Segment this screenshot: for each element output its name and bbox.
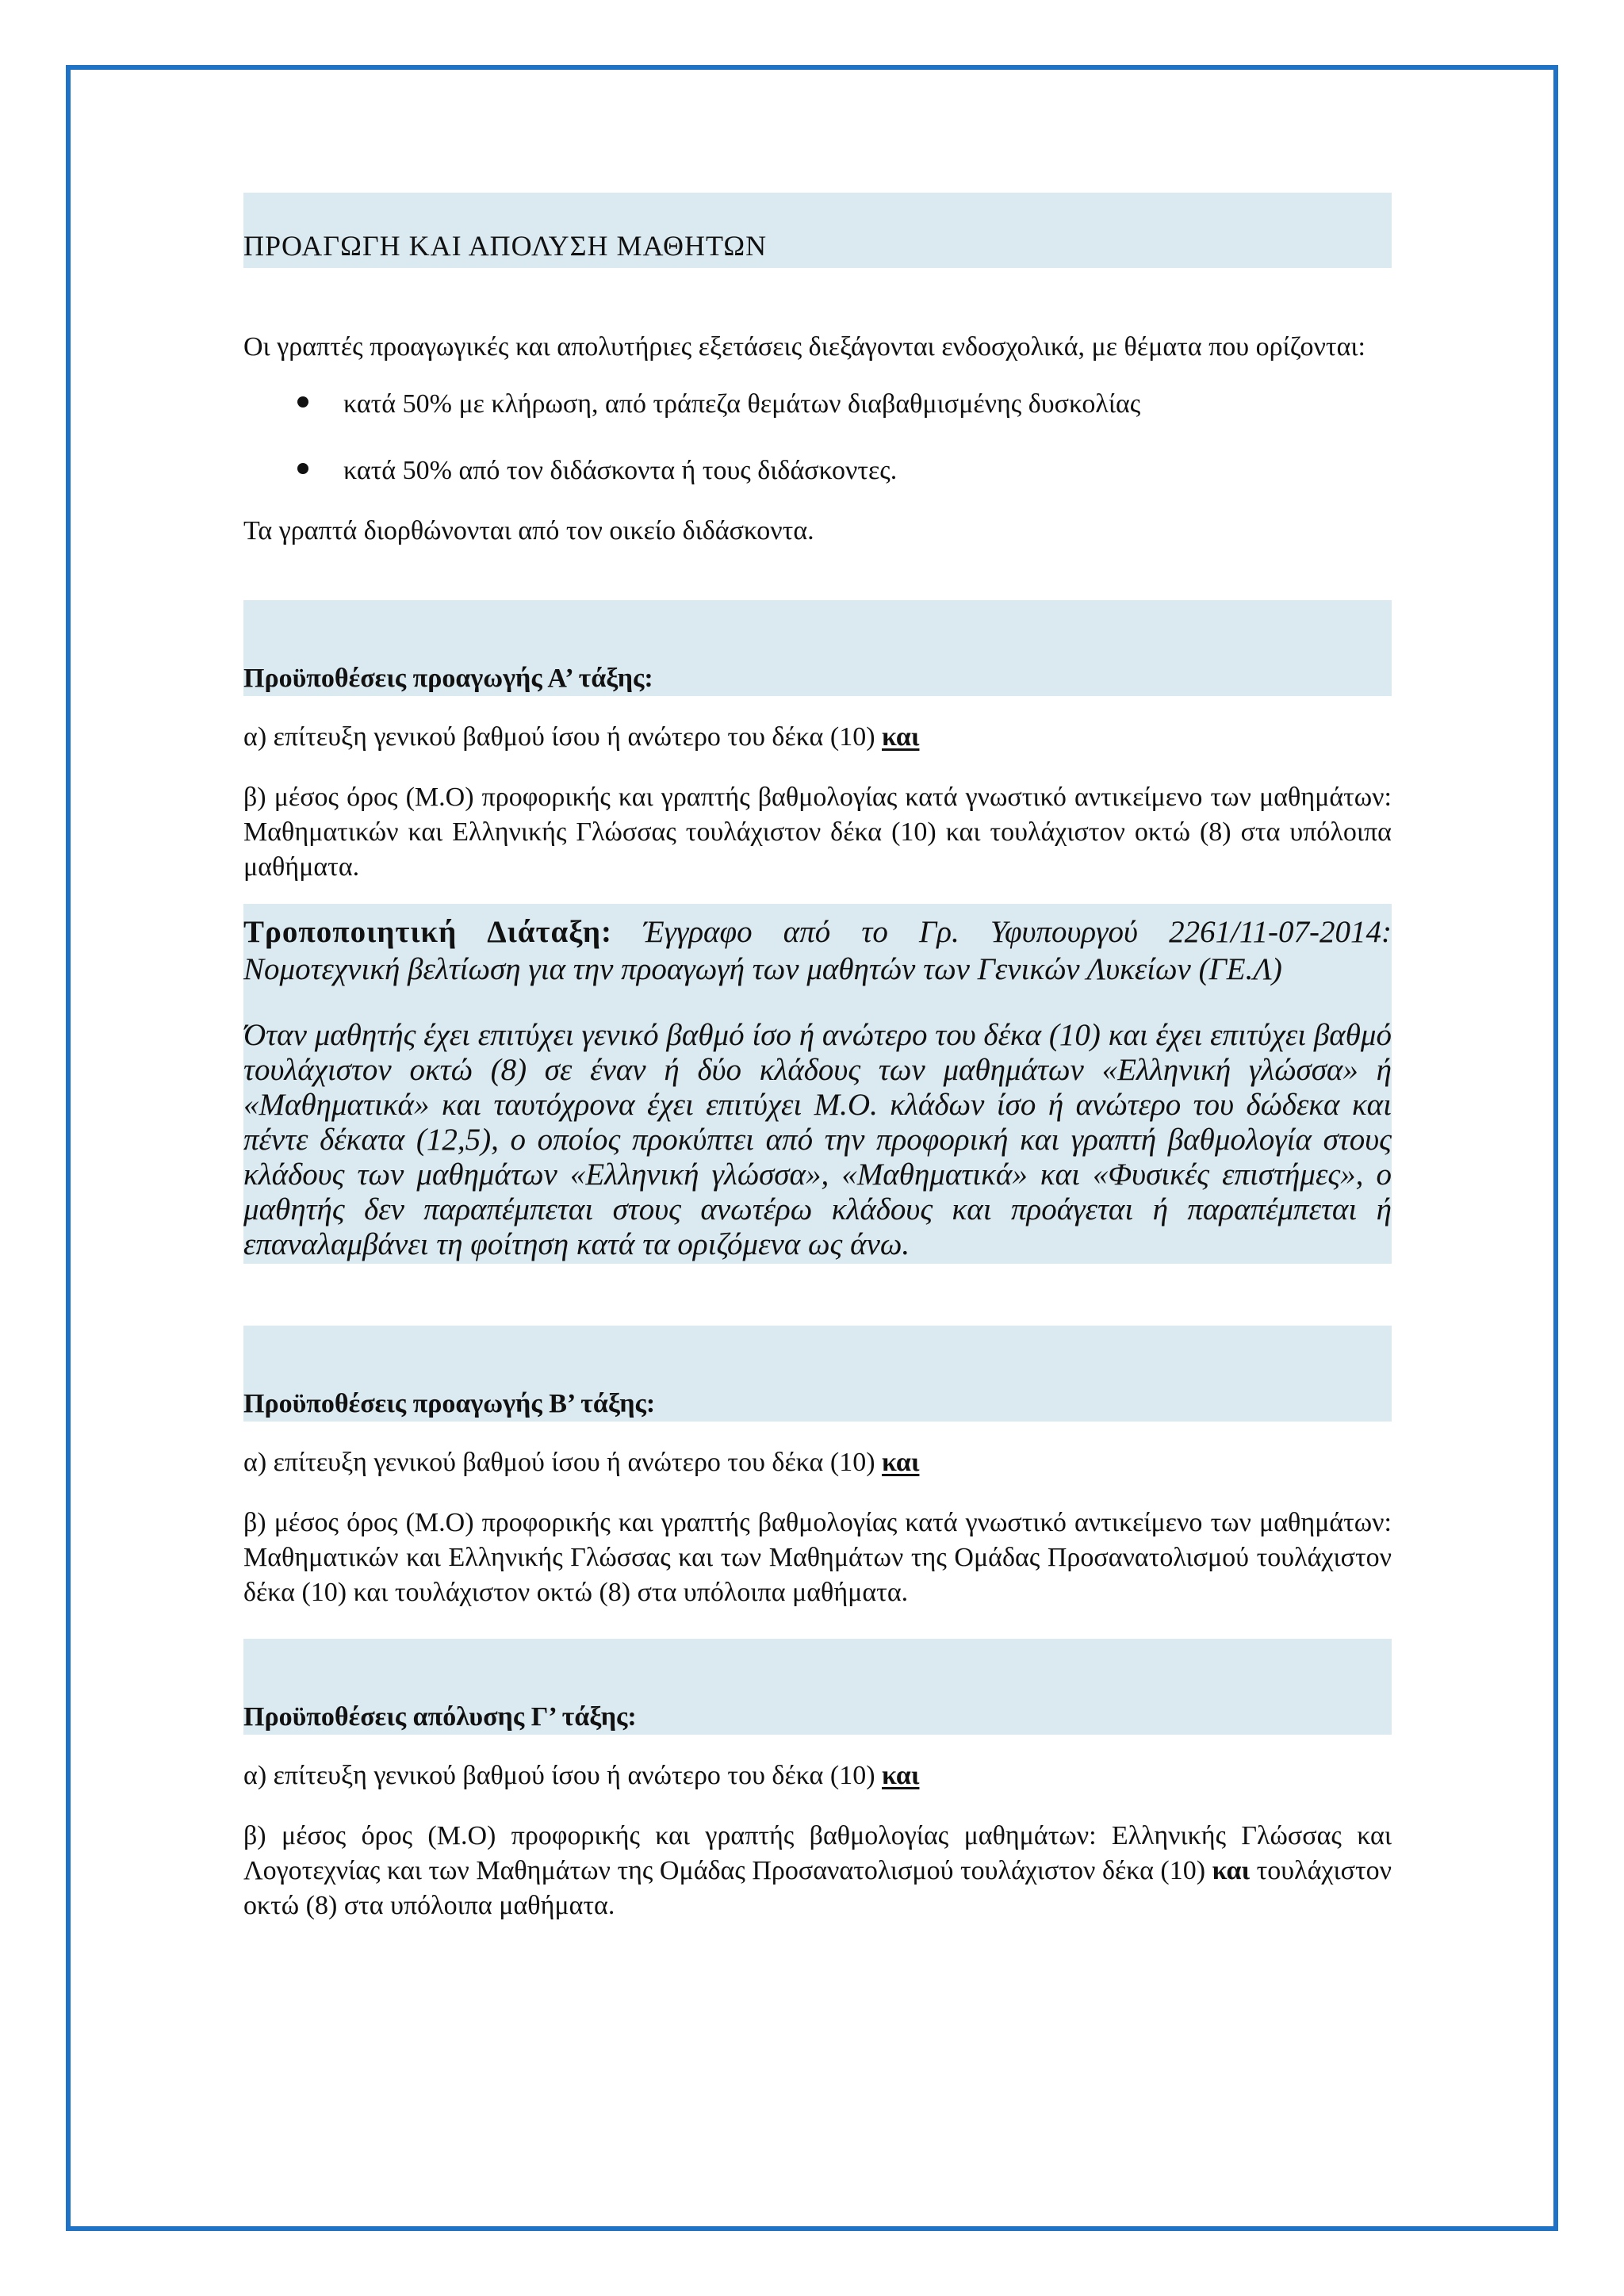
item-text: α) επίτευξη γενικού βαθμού ίσου ή ανώτερο του δέκα (10) bbox=[243, 722, 883, 752]
section-c-item-b bbox=[243, 1819, 1392, 1923]
title-band bbox=[243, 193, 1392, 268]
item-text: τουλάχιστον οκτώ (8) στα υπόλοιπα μαθήματα. bbox=[243, 1856, 1392, 1920]
modification-body: Όταν μαθητής έχει επιτύχει γενικό βαθμό ίσο ή ανώτερο του δέκα (10) και έχει επιτύχει βαθμό τουλάχιστον οκτώ (8) σε έναν ή δύο κλάδους των μαθημάτων «Ελληνική γλώσσα» ή «Μαθηματικά» και ταυτόχρονα έχει επιτύχει Μ.Ο. κλάδων ίσο ή ανώτερο του δώδεκα και πέντε δέκατα (12,5), ο οποίος προκύπτει από την προφορική και γραπτή βαθμολογία στους κλάδους των μαθημάτων «Ελληνική γλώσσα», «Μαθηματικά» και «Φυσικές επιστήμες», ο μαθητής δεν παραπέμπεται στους ανωτέρω κλάδους και προάγεται ή παραπέμπεται ή επαναλαμβάνει τη φοίτηση κατά τα οριζόμενα ως άνω. bbox=[243, 1018, 1392, 1261]
modification-reference: Έγγραφο από το Γρ. Υφυπουργού 2261/11-07-2014: Νομοτεχνική βελτίωση για την προαγωγή των μαθητών των Γενικών Λυκείων (ΓΕ.Λ) bbox=[243, 915, 1392, 986]
section-a-item-a bbox=[243, 720, 1392, 755]
section-a-title: Προϋποθέσεις προαγωγής Α’ τάξης: bbox=[243, 664, 653, 693]
bullet-dot-icon bbox=[297, 396, 308, 408]
bullet-text: κατά 50% με κλήρωση, από τράπεζα θεμάτων διαβαθμισμένης δυσκολίας bbox=[343, 389, 1141, 419]
and-emphasis: και bbox=[1212, 1856, 1251, 1885]
section-a-item-b: β) μέσος όρος (Μ.Ο) προφορικής και γραπτής βαθμολογίας κατά γνωστικό αντικείμενο των μαθημάτων: Μαθηματικών και Ελληνικής Γλώσσας τουλάχιστον δέκα (10) και τουλάχιστον οκτώ (8) στα υπόλοιπα μαθήματα. bbox=[243, 783, 1392, 882]
intro-paragraph: Οι γραπτές προαγωγικές και απολυτήριες εξετάσεις διεξάγονται ενδοσχολικά, με θέματα που ορίζονται: bbox=[243, 332, 1366, 362]
exam-bullets bbox=[243, 387, 1392, 488]
section-b-item-a bbox=[243, 1445, 1392, 1480]
and-emphasis: και bbox=[882, 1448, 920, 1477]
section-c-band bbox=[243, 1639, 1392, 1735]
bullet-text: κατά 50% από τον διδάσκοντα ή τους διδάσκοντες. bbox=[343, 456, 898, 485]
section-c-item-a bbox=[243, 1758, 1392, 1793]
section-a-band bbox=[243, 600, 1392, 696]
section-b-title: Προϋποθέσεις προαγωγής Β’ τάξης: bbox=[243, 1389, 656, 1418]
section-b-band bbox=[243, 1326, 1392, 1422]
item-text: α) επίτευξη γενικού βαθμού ίσου ή ανώτερο του δέκα (10) bbox=[243, 1448, 883, 1477]
item-text: β) μέσος όρος (Μ.Ο) προφορικής και γραπτής βαθμολογίας μαθημάτων: Ελληνικής Γλώσσας και Λογοτεχνίας και των Μαθημάτων της Ομάδας Προσανατολισμού τουλάχιστον δέκα (10) bbox=[243, 1821, 1392, 1885]
bullet-dot-icon bbox=[297, 463, 308, 474]
and-emphasis: και bbox=[882, 1761, 920, 1790]
page-title: ΠΡΟΑΓΩΓΗ ΚΑΙ ΑΠΟΛΥΣΗ ΜΑΘΗΤΩΝ bbox=[243, 230, 768, 262]
section-c-title: Προϋποθέσεις απόλυσης Γ’ τάξης: bbox=[243, 1702, 637, 1732]
and-emphasis: και bbox=[882, 722, 920, 752]
document-content bbox=[243, 193, 1392, 1949]
grading-note: Τα γραπτά διορθώνονται από τον οικείο διδάσκοντα. bbox=[243, 516, 814, 545]
item-text: α) επίτευξη γενικού βαθμού ίσου ή ανώτερο του δέκα (10) bbox=[243, 1761, 883, 1790]
modification-heading bbox=[243, 913, 1392, 988]
bullet-item bbox=[243, 387, 1392, 422]
modification-label: Τροποποιητική Διάταξη: bbox=[243, 915, 612, 949]
section-b-item-b: β) μέσος όρος (Μ.Ο) προφορικής και γραπτής βαθμολογίας κατά γνωστικό αντικείμενο των μαθημάτων: Μαθηματικών και Ελληνικής Γλώσσας και των Μαθημάτων της Ομάδας Προσανατολισμού τουλάχιστον δέκα (10) και τουλάχιστον οκτώ (8) στα υπόλοιπα μαθήματα. bbox=[243, 1508, 1392, 1607]
modification-box bbox=[243, 904, 1392, 1264]
bullet-item bbox=[243, 453, 1392, 488]
